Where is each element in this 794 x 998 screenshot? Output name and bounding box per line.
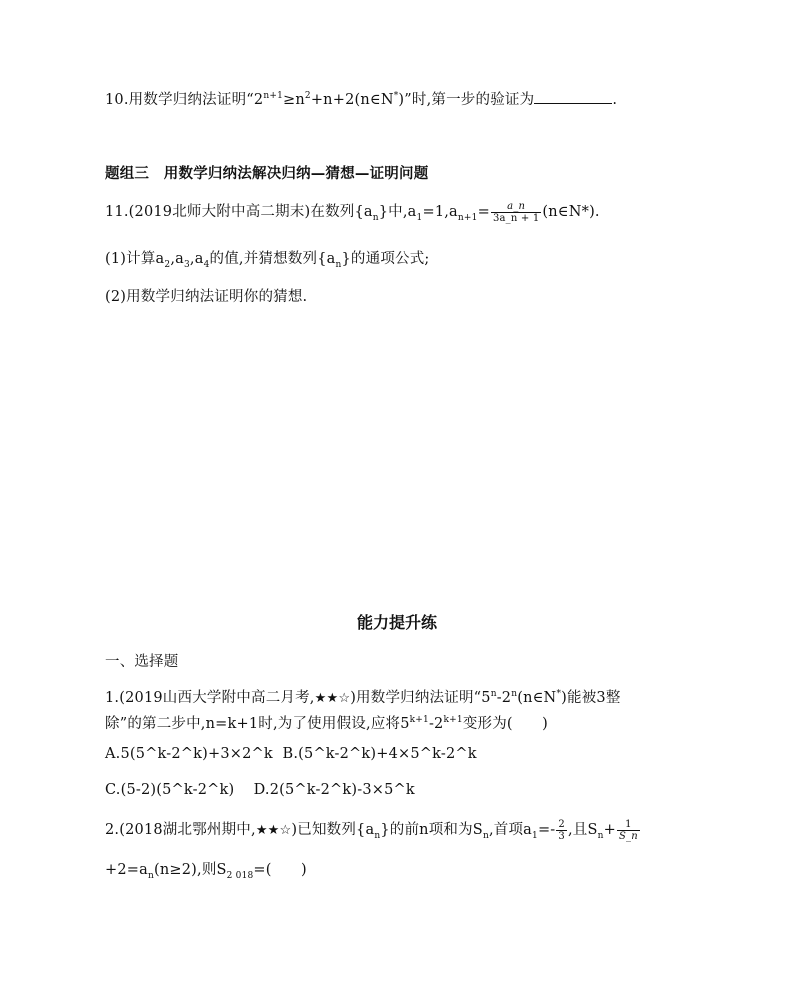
section-heading: 能力提升练 (356, 613, 437, 632)
question-10: 10.用数学归纳法证明“$2^{n+1}\ge n^2+n+2(n\in N^*)$”时,第一步的验证为 . (105, 91, 618, 108)
question-11: 11.(2019北师大附中高二期末)在数列$\{a_n\}$中$,a_1=1,a_{n+1}=$ $\frac{a\_n}{3a\_n + 1}$ (n∈N*). (105, 200, 600, 224)
difficulty-stars-icon: ★★☆ (255, 823, 292, 838)
group-3-title: 题组三 用数学归纳法解决归纳—猜想—证明问题 (105, 166, 429, 182)
fraction: $\frac{2}{3}$ (558, 818, 565, 842)
mc-question-2-line-2: $+2=a_n(n\ge 2)$,则$S_{2 018}=$( ) (105, 862, 307, 881)
option-a[interactable]: A.5(5^k-2^k)+3×2^k (105, 746, 273, 762)
mc-options-cd (105, 782, 415, 798)
question-11-part-1: (1)计算$a_2,a_3,a_4$的值,并猜想数列$\{a_n\}$的通项公式; (105, 251, 430, 270)
option-d[interactable]: D.2(5^k-2^k)-3×5^k (253, 782, 415, 798)
section-choice-title: 一、选择题 (105, 654, 179, 670)
option-c[interactable]: C.(5-2)(5^k-2^k) (105, 782, 235, 798)
mc-question-1-line-1: 1.(2019山西大学附中高二月考,★★☆)用数学归纳法证明“5$^n$-2$^n$(n∈N*)能被3整 (105, 689, 621, 706)
mc-question-1-line-2: 除”的第二步中,n=k+1时,为了使用假设,应将$5^{k+1}-2^{k+1}$变形为( ) (105, 715, 549, 732)
mc-options-ab (105, 746, 477, 762)
mc-question-2-line-1: 2.(2018湖北鄂州期中,★★☆)已知数列$\{a_n\}$的前n项和为$S_n$,首项$a_1=-$ $\frac{2}{3}$ ,且$S_n+$ $\frac{1}{S\_n}$ (105, 818, 638, 842)
answer-blank (534, 91, 612, 104)
fraction: $\frac{a\_n}{3a\_n + 1}$ (492, 200, 540, 224)
difficulty-stars-icon: ★★☆ (314, 691, 351, 706)
question-11-part-2: (2)用数学归纳法证明你的猜想. (105, 289, 308, 305)
option-b[interactable]: B.(5^k-2^k)+4×5^k-2^k (282, 746, 477, 762)
fraction: $\frac{1}{S\_n}$ (618, 818, 638, 842)
